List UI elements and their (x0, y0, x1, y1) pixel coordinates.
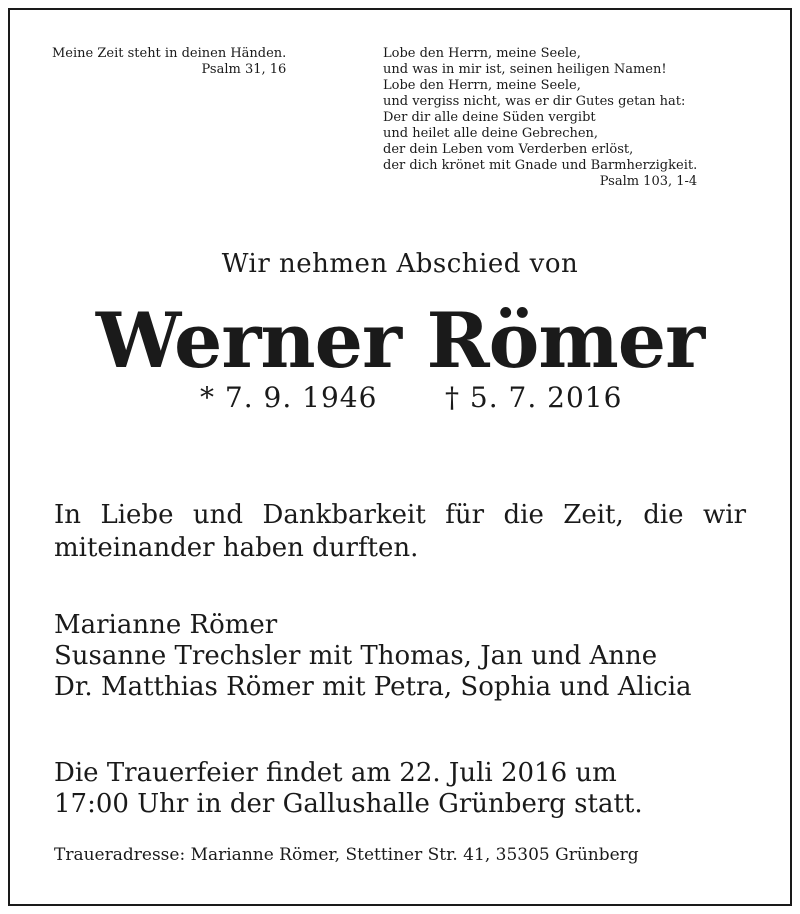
verse-left-line: Meine Zeit steht in deinen Händen. (52, 46, 287, 61)
verse-right-line: Lobe den Herrn, meine Seele, (383, 46, 581, 61)
family-member: Susanne Trechsler mit Thomas, Jan und Anne (54, 641, 658, 671)
verse-right (383, 46, 697, 190)
verse-right-line: Der dir alle deine Süden vergibt (383, 110, 596, 125)
verse-left-reference: Psalm 31, 16 (201, 62, 287, 77)
death-date: † 5. 7. 2016 (445, 381, 623, 414)
family-list (54, 610, 692, 703)
mourning-address: Traueradresse: Marianne Römer, Stettiner Str. 41, 35305 Grünberg (54, 845, 639, 865)
service-info (54, 758, 643, 820)
service-line: 17:00 Uhr in der Gallushalle Grünberg statt. (54, 789, 643, 819)
service-line: Die Trauerfeier findet am 22. Juli 2016 um (54, 758, 617, 788)
verse-left (52, 46, 286, 78)
verse-right-line: Lobe den Herrn, meine Seele, (383, 78, 581, 93)
farewell-intro: Wir nehmen Abschied von (221, 249, 579, 279)
verse-right-line: und heilet alle deine Gebrechen, (383, 126, 599, 141)
tribute-text: In Liebe und Dankbarkeit für die Zeit, die wir miteinander haben durften. (54, 500, 746, 563)
verse-right-line: und was in mir ist, seinen heiligen Namen! (383, 62, 667, 77)
verse-right-line: und vergiss nicht, was er dir Gutes getan hat: (383, 94, 686, 109)
family-member: Marianne Römer (54, 610, 278, 640)
verse-right-line: der dich krönet mit Gnade und Barmherzigkeit. (383, 158, 698, 173)
family-member: Dr. Matthias Römer mit Petra, Sophia und Alicia (54, 672, 692, 702)
deceased-name: Werner Römer (95, 296, 705, 385)
verse-right-line: der dein Leben vom Verderben erlöst, (383, 142, 634, 157)
birth-date: * 7. 9. 1946 (200, 381, 378, 414)
verse-right-reference: Psalm 103, 1-4 (599, 174, 698, 189)
